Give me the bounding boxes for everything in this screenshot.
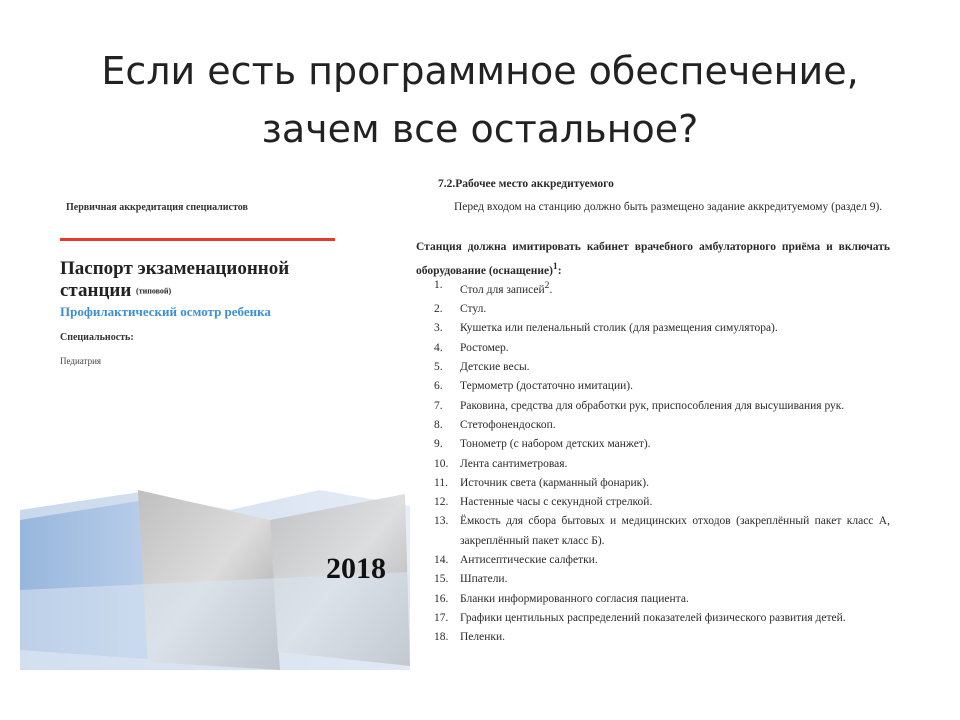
document-equipment-intro-end: : — [557, 264, 562, 277]
equipment-list-item — [434, 455, 890, 474]
passport-subtitle: Профилактический осмотр ребенка — [60, 304, 271, 319]
equipment-list-item — [434, 570, 890, 589]
equipment-item-text: Стол для записей — [460, 283, 545, 296]
slide-title — [60, 42, 900, 158]
equipment-item-number: 17. — [434, 611, 449, 624]
passport-specialty-label: Специальность: — [60, 332, 134, 343]
equipment-list-item — [434, 551, 890, 570]
passport-header: Первичная аккредитация специалистов — [66, 202, 248, 213]
passport-title-line-2 — [60, 280, 289, 303]
equipment-list-item — [434, 397, 890, 416]
equipment-list-item — [434, 435, 890, 454]
equipment-item-text: Бланки информированного согласия пациента. — [460, 592, 689, 605]
equipment-list-item — [434, 358, 890, 377]
equipment-item-text: Ростомер. — [460, 341, 509, 354]
equipment-item-number: 2. — [434, 303, 443, 316]
equipment-item-text: Пеленки. — [460, 631, 506, 644]
equipment-item-number: 8. — [434, 418, 443, 431]
equipment-item-number: 5. — [434, 361, 443, 374]
equipment-list-item — [434, 377, 890, 396]
equipment-item-text: Настенные часы с секундной стрелкой. — [460, 496, 653, 509]
equipment-item-number: 10. — [434, 457, 449, 470]
equipment-list-item — [434, 474, 890, 493]
equipment-list-item — [434, 512, 890, 551]
equipment-item-number: 4. — [434, 341, 443, 354]
equipment-item-number: 14. — [434, 553, 449, 566]
equipment-item-text: Лента сантиметровая. — [460, 457, 568, 470]
equipment-item-number: 11. — [434, 476, 448, 489]
equipment-list-item — [434, 416, 890, 435]
document-paragraph — [416, 198, 890, 217]
equipment-item-footnote: 2 — [544, 280, 550, 291]
equipment-item-text: Шпатели. — [460, 573, 508, 586]
equipment-item-number: 13. — [434, 515, 449, 528]
equipment-list-item — [434, 276, 890, 300]
passport-red-rule — [60, 238, 335, 241]
equipment-item-number: 16. — [434, 592, 449, 605]
equipment-list — [434, 276, 890, 647]
equipment-item-number: 18. — [434, 631, 449, 644]
passport-title-note: (типовой) — [136, 286, 172, 296]
equipment-list-item — [434, 628, 890, 647]
equipment-item-number: 15. — [434, 573, 449, 586]
equipment-list-item — [434, 609, 890, 628]
equipment-list-item — [434, 319, 890, 338]
equipment-list-item — [434, 493, 890, 512]
equipment-list-item — [434, 339, 890, 358]
equipment-item-number: 7. — [434, 399, 443, 412]
equipment-item-text: Детские весы. — [460, 361, 530, 374]
document-paragraph-text: Перед входом на станцию должно быть размещено задание аккредитуемому (раздел 9). — [454, 201, 883, 213]
equipment-item-text: Тонометр (с набором детских манжет). — [460, 438, 651, 451]
passport-year: 2018 — [326, 552, 386, 585]
equipment-list-item — [434, 300, 890, 319]
passport-title-word: станции — [60, 280, 132, 301]
document-footnote-mark: 1 — [552, 261, 558, 272]
passport-title-line-1: Паспорт экзаменационной — [60, 258, 290, 279]
document-heading: 7.2.Рабочее место аккредитуемого — [438, 178, 614, 190]
passport-title — [60, 258, 289, 303]
equipment-item-text: Раковина, средства для обработки рук, приспособления для высушивания рук. — [460, 399, 845, 412]
document-equipment-intro-text: Станция должна имитировать кабинет врачебного амбулаторного приёма и включать оборудование (оснащение) — [416, 241, 890, 277]
equipment-item-number: 12. — [434, 496, 449, 509]
equipment-item-number: 9. — [434, 438, 443, 451]
equipment-item-text: Ёмкость для сбора бытовых и медицинских отходов (закреплённый пакет класс А, закреплённый пакет класс Б). — [460, 515, 890, 547]
equipment-item-number: 3. — [434, 322, 443, 335]
equipment-item-text: Источник света (карманный фонарик). — [460, 476, 649, 489]
equipment-item-text: Кушетка или пеленальный столик (для размещения симулятора). — [460, 322, 778, 335]
equipment-item-number: 6. — [434, 380, 443, 393]
document-equipment-intro — [416, 238, 890, 281]
equipment-item-text: Графики центильных распределений показателей физического развития детей. — [460, 611, 846, 624]
slide-title-line-1: Если есть программное обеспечение, — [101, 49, 859, 93]
equipment-item-text: Стул. — [460, 303, 487, 316]
equipment-item-number: 1. — [434, 279, 443, 291]
passport-specialty-value: Педиатрия — [60, 356, 102, 366]
equipment-item-text: Стетофонендоскоп. — [460, 418, 556, 431]
slide-title-line-2: зачем все остальное? — [261, 107, 699, 151]
passport-cover — [20, 180, 410, 670]
equipment-item-text: Термометр (достаточно имитации). — [460, 380, 633, 393]
equipment-list-item — [434, 590, 890, 609]
equipment-item-text: Антисептические салфетки. — [460, 553, 598, 566]
equipment-item-end: . — [549, 283, 553, 296]
